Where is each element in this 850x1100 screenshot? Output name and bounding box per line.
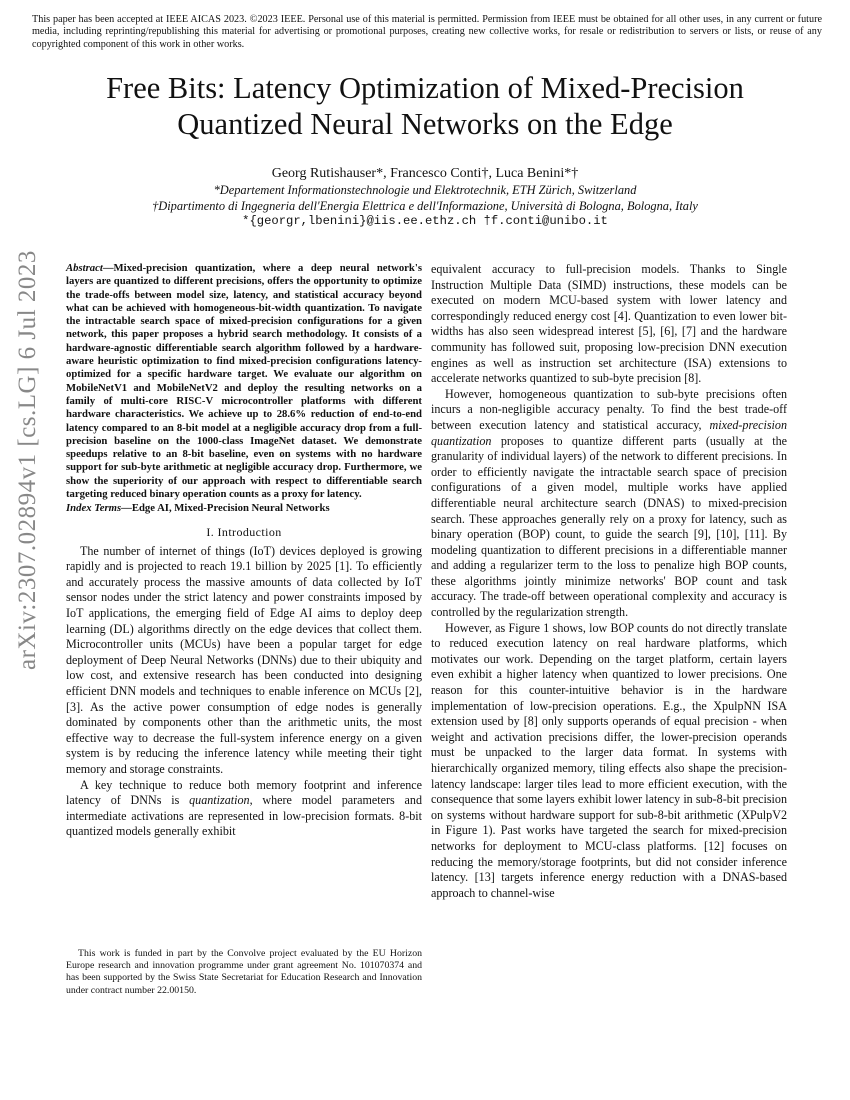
index-terms-text: —Edge AI, Mixed-Precision Neural Networks	[121, 502, 330, 515]
authors: Georg Rutishauser*, Francesco Conti†, Luca Benini*†	[271, 166, 579, 181]
affiliation-unibo: †Dipartimento di Ingegneria dell'Energia Elettrica e dell'Informazione, Università di Bologna, Bologna, Italy	[152, 199, 698, 213]
right-paragraph-1: equivalent accuracy to full-precision models. Thanks to Single Instruction Multiple Data (SIMD) instructions, these models can be executed on modern MCU-based system with lower latency and correspondingly reduced energy cost [4]. Quantization to even lower bit-widths has also seen widespread interest [5], [6], [7] and the hardware community has followed suit, proposing low-precision DNN execution engines as well as instruction set architecture (ISA) extensions to accelerate networks quantized to sub-byte precision [8].	[431, 262, 787, 386]
abstract	[66, 262, 422, 501]
copyright-notice: This paper has been accepted at IEEE AICAS 2023. ©2023 IEEE. Personal use of this material is permitted. Permission from IEEE must be obtained for all other uses, in any current or future media, including reprinting/republishing this material for advertising or promotional purposes, creating new collective works, for resale or redistribution to servers or lists, or reuse of any copyrighted component of this work in other works.	[32, 14, 822, 50]
right-paragraph-3: However, as Figure 1 shows, low BOP counts do not directly translate to reduced execution latency on real hardware platforms, which motivates our work. Depending on the target platform, certain layers even exhibit a higher latency when quantized to lower precisions. One reason for this counter-intuitive behavior is in the hardware implementation of low-precision operations. E.g., the XpulpNN ISA extension used by [8] only supports operands of equal precision - when weight and activation precisions differ, the lower-precision operands must be unpacked to the larger data format. In systems with hierarchically organized memory, tiling effects also shape the precision-latency landscape: larger tiles lead to more efficient execution, with the consequence that some layers exhibit lower latency in sub-8-bit precision on systems without hardware support for sub-8-bit arithmetic (XPulpV2 in Figure 1). Past works have targeted the search for mixed-precision networks for deployment to MCU-class platforms. [12] focuses on reducing the memory/storage footprints, but did not consider inference latency. [13] targets inference energy reduction with a DNAS-based approach to channel-wise	[431, 620, 787, 900]
title-line-2: Quantized Neural Networks on the Edge	[177, 107, 673, 141]
arxiv-stamp: arXiv:2307.02894v1 [cs.LG] 6 Jul 2023	[14, 250, 41, 670]
right-column	[431, 262, 787, 901]
emphasis-mixed-precision: mixed-precision quantization	[431, 417, 787, 448]
right-paragraph-2-start: However, homogeneous quantization to sub-byte precisions often incurs a non-negligible accuracy penalty. To find the best trade-off between execution latency and statistical accuracy,	[431, 386, 787, 432]
index-terms	[66, 502, 422, 515]
intro-paragraph-2	[66, 778, 422, 840]
footnote-funding: This work is funded in part by the Convolve project evaluated by the EU Horizon Europe research and innovation programme under grant agreement No. 101070374 and has been supported by the Swiss State Secretariat for Education Research and Innovation under contract number 22.00150.	[66, 948, 422, 996]
affiliation-eth: *Departement Informationstechnologie und Elektrotechnik, ETH Zürich, Switzerland	[213, 183, 637, 197]
right-paragraph-2	[431, 387, 787, 621]
intro-paragraph-1: The number of internet of things (IoT) devices deployed is growing rapidly and is projected to reach 19.1 billion by 2025 [1]. To efficiently and accurately process the massive amounts of data collected by IoT sensor nodes under the strict latency and power constraints imposed by IoT applications, the emerging field of Edge AI aims to deploy deep learning (DL) algorithms directly on the edge devices that collect them. Microcontroller units (MCUs) have been a popular target for edge deployment of Deep Neural Networks (DNNs) due to their ubiquity and low cost, and extensive research has been conducted into designing efficient DNN models and techniques to enable inference on MCUs [2], [3]. As the active power consumption of edge nodes is generally dominated by components other than the arithmetic units, the most effective way to decrease the full-system inference energy on a given system is by reducing the inference latency while meeting their tight memory and storage constraints.	[66, 543, 422, 776]
index-terms-label: Index Terms	[66, 502, 122, 515]
title-line-1: Free Bits: Latency Optimization of Mixed-Precision	[106, 71, 744, 105]
author-emails: *{georgr,lbenini}@iis.ee.ethz.ch †f.conti@unibo.it	[242, 214, 608, 228]
paper-title	[40, 70, 810, 142]
abstract-label: Abstract	[66, 262, 103, 274]
left-column	[66, 262, 422, 840]
right-paragraph-2-end: proposes to quantize different parts (usually at the granularity of individual layers) of the network to different precisions. In order to efficiently navigate the intractable search space of precision configurations of a given model, multiple works have applied differentiable neural architecture search (DNAS) to mixed-precision search. These approaches generally rely on a proxy for latency, such as binary operation (BOP) count, to guide the search [9], [10], [11]. By modeling quantization to different precisions in a differentiable manner and adding a regularizer term to the loss to penalize high BOP counts, these algorithms jointly minimize networks' BOP count and task accuracy. The trade-off between operational complexity and accuracy is controlled by the regularization strength.	[431, 433, 787, 620]
abstract-text: —Mixed-precision quantization, where a deep neural network's layers are quantized to different precisions, offers the opportunity to optimize the trade-offs between model size, latency, and statistical accuracy beyond what can be achieved with homogeneous-bit-width quantization. To navigate the intractable search space of mixed-precision configurations for a given network, this paper proposes a hybrid search methodology. It consists of a hardware-agnostic differentiable search algorithm followed by a hardware-aware heuristic optimization to find mixed-precision configurations latency-optimized for a specific hardware target. We evaluate our algorithm on MobileNetV1 and MobileNetV2 and deploy the resulting networks on a family of multi-core RISC-V microcontroller platforms with different hardware characteristics. We achieve up to 28.6% reduction of end-to-end latency compared to an 8-bit model at a negligible accuracy drop from a full-precision baseline on the 1000-class ImageNet dataset. We demonstrate speedups relative to an 8-bit baseline, even on systems with no hardware support for sub-byte arithmetic at negligible accuracy drop. Furthermore, we show the superiority of our approach with respect to differentiable search targeting reduced binary operation counts as a proxy for latency.	[66, 262, 422, 501]
section-heading-introduction: I. Introduction	[206, 524, 282, 539]
intro-paragraph-2-end: , where model parameters and intermediate activations are represented in low-precision formats. 8-bit quantized models generally exhibit	[66, 793, 422, 839]
intro-paragraph-2-start: A key technique to reduce both memory footprint and inference latency of DNNs is	[66, 777, 422, 808]
emphasis-quantization: quantization	[189, 793, 250, 808]
